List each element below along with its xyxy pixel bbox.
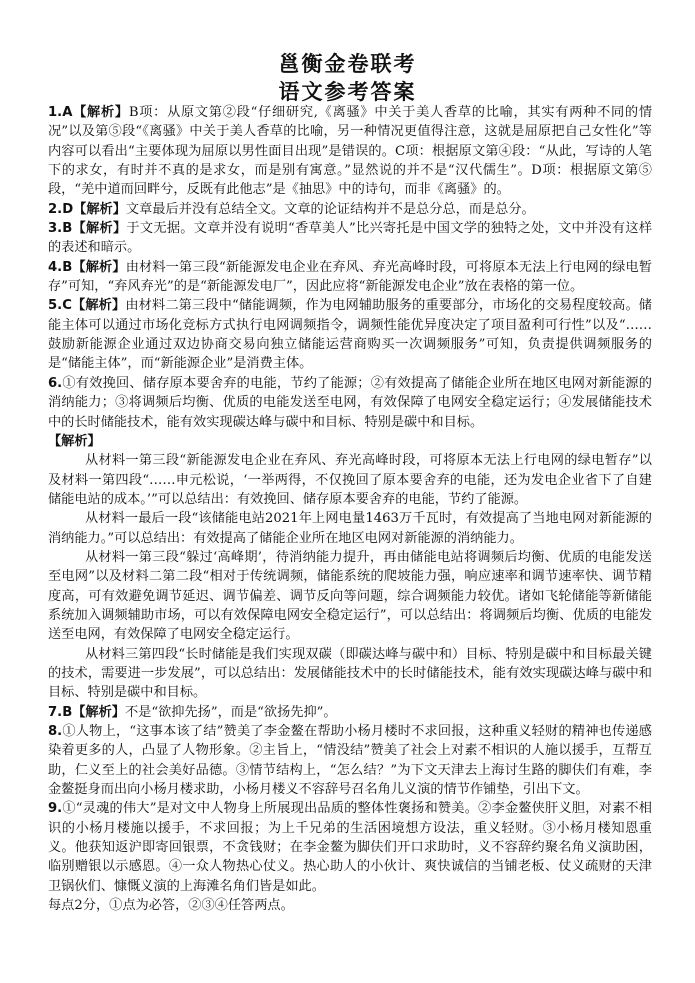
answer-letter: B (62, 704, 73, 720)
answer-number: 4. (48, 259, 63, 275)
answer-text: ①人物上，“这事本该了结”赞美了李金鳌在帮助小杨月楼时不求回报，这种重义轻财的精神也传递感染着更多的人，凸显了人物形象。②主旨上，“情没结”赞美了社会上对素不相识的人施以援手，互帮互助，仁义至上的社会美好品德。③情节结构上，“怎么结？”为下文天津去上海讨生路的脚伕们有难，李金鳌挺身而出向小杨月楼求助，小杨月楼义不容辞号召名角儿义演的情节作铺垫，引出下文。 (48, 724, 652, 798)
analysis-tag: 【解析】 (72, 105, 129, 120)
analysis-tag: 【解析】 (72, 221, 127, 237)
answer-letter: B (62, 221, 73, 237)
analysis-paragraph: 从材料一最后一段“该储能电站2021年上网电量1463万千瓦时，有效提高了当地电网对新能源的消纳能力。”可以总结出：有效提高了储能企业所在地区电网对新能源的消纳能力。 (48, 511, 652, 546)
answer-number: 1. (48, 105, 63, 120)
answer-text: 不是“欲抑先扬”，而是“欲扬先抑”。 (125, 704, 337, 720)
answer-number: 2. (48, 201, 63, 217)
answer-letter: B (62, 259, 73, 275)
document-subtitle: 语文参考答案 (278, 80, 417, 104)
answer-8 (48, 722, 652, 799)
answer-number: 6. (48, 375, 63, 391)
document-title: 邕衡金卷联考 (278, 52, 417, 76)
answer-number: 8. (48, 724, 63, 739)
answer-6 (48, 374, 652, 432)
analysis-paragraph: 从材料一第三段“躲过‘高峰期’，待消纳能力提升，再由储能电站将调频后均衡、优质的电能发送至电网”以及材料二第二段“相对于传统调频，储能系统的爬坡能力强，响应速率和调节速率快、调节精度高，可有效避免调节延迟、调节偏差、调节反向等问题，综合调频能力较优。诸如飞轮储能等新储能系统加入调频辅助市场，可以有效保障电网安全稳定运行”，可以总结出：将调频后均衡、优质的电能发送至电网，有效保障了电网安全稳定运行。 (48, 549, 652, 643)
answer-letter: C (62, 298, 72, 314)
analysis-paragraph: 从材料一第三段“新能源发电企业在弃风、弃光高峰时段，可将原本无法上行电网的绿电暂存”以及材料一第四段“……申元松说，‘一举两得，不仅挽回了原本要舍弃的电能，还为发电企业省下了自建储能电站的成本。’”可以总结出：有效挽回、储存原本要舍弃的电能，节约了能源。 (48, 453, 652, 507)
scoring-note: 每点2分，①点为必答，②③④任答两点。 (48, 898, 294, 914)
answer-text: 文章最后并没有总结全文。文章的论证结构并不是总分总，而是总分。 (125, 201, 535, 217)
answer-3 (48, 219, 652, 258)
answer-text: ①有效挽回、储存原本要舍弃的电能，节约了能源；②有效提高了储能企业所在地区电网对新能源的消纳能力；③将调频后均衡、优质的电能发送至电网，有效保障了电网安全稳定运行；④发展储能技术中的长时储能技术，能有效实现碳达峰与碳中和目标、特别是碳中和目标。 (48, 375, 652, 430)
analysis-tag: 【解析】 (72, 704, 125, 720)
answer-text: 由材料二第三段中“储能调频，作为电网辅助服务的重要部分，市场化的交易程度较高。储能主体可以通过市场化竞标方式执行电网调频指令，调频性能优异度决定了项目盈利可行性”以及“……鼓励新能源企业通过双边协商交易向独立储能运营商购买一次调频服务”可知，负责提供调频服务的是“储能主体”，而“新能源企业”是消费主体。 (48, 298, 652, 372)
answer-4 (48, 258, 652, 297)
analysis-tag: 【解析】 (73, 201, 126, 217)
answer-number: 5. (48, 298, 63, 314)
answer-body (48, 103, 652, 915)
answer-number: 3. (48, 221, 63, 237)
answer-number: 9. (48, 801, 63, 817)
answer-number: 7. (48, 704, 63, 720)
answer-9 (48, 799, 652, 896)
answer-7 (48, 703, 652, 722)
answer-2 (48, 200, 652, 219)
answer-text: ①“灵魂的伟大”是对文中人物身上所展现出品质的整体性褒扬和赞美。②李金鳌侠肝义胆，对素不相识的小杨月楼施以援手，不求回报；为上千兄弟的生活困境想方设法，重义轻财。③小杨月楼知恩重义。他获知返沪即寄回银票，不贪钱财；在李金鳌为脚伕们开口求助时，义不容辞约聚名角义演助困，临别赠银以示感恩。④一众人物热心仗义。热心助人的小伙计、爽快诚信的当铺老板、仗义疏财的天津卫锅伙们、慷慨义演的上海滩名角们皆是如此。 (48, 801, 652, 894)
answer-5 (48, 296, 652, 373)
analysis-tag: 【解析】 (48, 433, 101, 449)
answer-1 (48, 103, 652, 200)
answer-text: B项：从原文第②段“仔细研究,《离骚》中关于美人香草的比喻，其实有两种不同的情况”以及第⑤段“《离骚》中关于美人香草的比喻，另一种情况更值得注意，这就是屈原把自己女性化”等内容可以看出“主要体现为屈原以男性面目出现”是错误的。C项：根据原文第④段：“从此，写诗的人笔下的求女，有时并不真的是求女，而是别有寓意。”显然说的并不是“汉代儒生”。D项：根据原文第⑤段，“羌中道而回畔兮，反既有此他志”是《抽思》中的诗句，而非《离骚》的。 (48, 105, 653, 198)
answer-letter: A (62, 105, 73, 120)
answer-text: 由材料一第三段“新能源发电企业在弃风、弃光高峰时段，可将原本无法上行电网的绿电暂存”可知，“弃风弃光”的是“新能源发电厂”，因此应将“新能源发电企业”放在表格的第一位。 (48, 259, 653, 295)
answer-text: 于文无据。文章并没有说明“香草美人”比兴寄托是中国文学的独特之处，文中并没有这样的表述和暗示。 (48, 221, 653, 256)
analysis-tag: 【解析】 (71, 298, 126, 314)
answer-letter: D (62, 201, 74, 217)
analysis-tag: 【解析】 (72, 259, 126, 275)
analysis-paragraph: 从材料三第四段“长时储能是我们实现双碳（即碳达峰与碳中和）目标、特别是碳中和目标最关键的技术，需要进一步发展”，可以总结出：发展储能技术中的长时储能技术，能有效实现碳达峰与碳中和目标、特别是碳中和目标。 (48, 646, 652, 701)
analysis-heading (48, 432, 652, 451)
